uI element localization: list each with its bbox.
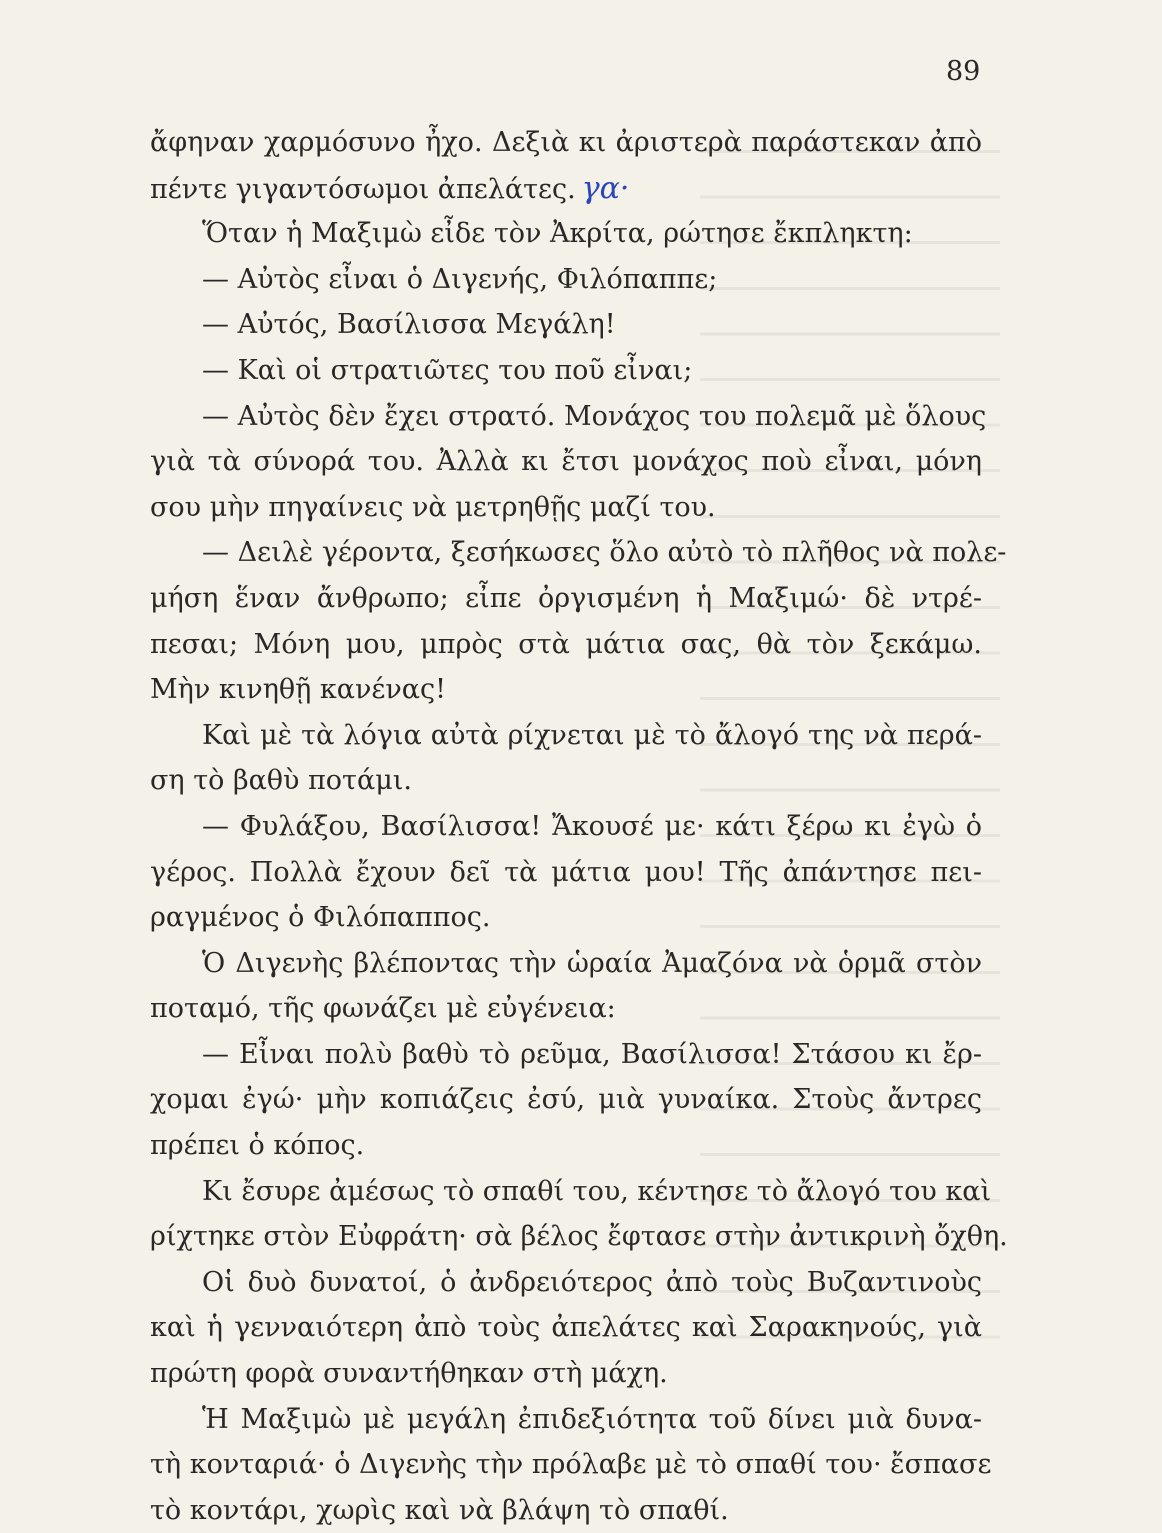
line-text: — Φυλάξου, Βασίλισσα! Ἄκουσέ με· κάτι ξέρω κι ἐγὼ ὁ bbox=[202, 810, 982, 842]
text-line bbox=[150, 120, 982, 166]
body-text bbox=[150, 120, 1008, 1533]
line-text: πέντε γιγαντόσωμοι ἀπελάτες. bbox=[150, 173, 576, 205]
line-text: πρέπει ὁ κόπος. bbox=[150, 1130, 365, 1162]
text-line bbox=[150, 166, 982, 212]
text-line bbox=[150, 257, 982, 303]
text-line bbox=[150, 530, 1007, 576]
line-text: τὸ κοντάρι, χωρὶς καὶ νὰ βλάψη τὸ σπαθί. bbox=[150, 1494, 729, 1526]
text-line bbox=[150, 667, 982, 713]
text-line bbox=[150, 485, 982, 531]
text-line bbox=[150, 348, 982, 394]
line-text: γέρος. Πολλὰ ἔχουν δεῖ τὰ μάτια μου! Τῆς ἀπάντησε πει- bbox=[150, 856, 982, 888]
text-line bbox=[150, 1305, 982, 1351]
line-text: ἄφηναν χαρμόσυνο ἦχο. Δεξιὰ κι ἀριστερὰ παράστεκαν ἀπὸ bbox=[150, 127, 982, 158]
text-line bbox=[150, 1397, 982, 1443]
line-text: Ὅταν ἡ Μαξιμὼ εἶδε τὸν Ἀκρίτα, ρώτησε ἔκπληκτη: bbox=[202, 218, 913, 250]
text-line bbox=[150, 439, 982, 485]
line-text: — Δειλὲ γέροντα, ξεσήκωσες ὅλο αὐτὸ τὸ πλῆθος νὰ πολε- bbox=[202, 537, 1007, 569]
text-line bbox=[150, 211, 982, 257]
text-line bbox=[150, 622, 982, 668]
line-text: ποταμό, τῆς φωνάζει μὲ εὐγένεια: bbox=[150, 993, 616, 1025]
text-line bbox=[150, 758, 982, 804]
text-line bbox=[150, 576, 982, 622]
line-text: πεσαι; Μόνη μου, μπρὸς στὰ μάτια σας, θὰ τὸν ξεκάμω. bbox=[150, 628, 982, 660]
text-line bbox=[150, 941, 982, 987]
text-line bbox=[150, 804, 982, 850]
line-text: Ὁ Διγενὴς βλέποντας τὴν ὡραία Ἀμαζόνα νὰ ὁρμᾶ στὸν bbox=[202, 947, 982, 979]
line-text: γιὰ τὰ σύνορά του. Ἀλλὰ κι ἔτσι μονάχος ποὺ εἶναι, μόνη bbox=[150, 446, 982, 478]
handwritten-annotation: γα· bbox=[581, 170, 630, 206]
text-line bbox=[150, 1260, 982, 1306]
line-text: Ἡ Μαξιμὼ μὲ μεγάλη ἐπιδεξιότητα τοῦ δίνει μιὰ δυνα- bbox=[202, 1403, 982, 1435]
text-line bbox=[150, 1169, 992, 1215]
text-line bbox=[150, 713, 982, 759]
text-line bbox=[150, 986, 982, 1032]
line-text: — Αὐτός, Βασίλισσα Μεγάλη! bbox=[202, 309, 616, 341]
text-line bbox=[150, 1351, 982, 1397]
line-text: Κι ἔσυρε ἀμέσως τὸ σπαθί του, κέντησε τὸ ἄλογό του καὶ bbox=[202, 1175, 992, 1207]
text-line bbox=[150, 1077, 982, 1123]
line-text: ρίχτηκε στὸν Εὐφράτη· σὰ βέλος ἔφτασε στὴν ἀντικρινὴ ὄχθη. bbox=[150, 1221, 1008, 1253]
text-line bbox=[150, 302, 982, 348]
text-line bbox=[150, 1123, 982, 1169]
line-text: καὶ ἡ γενναιότερη ἀπὸ τοὺς ἀπελάτες καὶ Σαρακηνούς, γιὰ bbox=[150, 1312, 982, 1344]
line-text: Οἱ δυὸ δυνατοί, ὁ ἀνδρειότερος ἀπὸ τοὺς Βυζαντινοὺς bbox=[202, 1266, 982, 1298]
page-number: 89 bbox=[946, 56, 981, 87]
text-line bbox=[150, 394, 987, 440]
line-text: — Εἶναι πολὺ βαθὺ τὸ ρεῦμα, Βασίλισσα! Στάσου κι ἔρ- bbox=[202, 1038, 982, 1070]
line-text: ραγμένος ὁ Φιλόπαππος. bbox=[150, 902, 491, 934]
text-line bbox=[150, 1442, 992, 1488]
line-text: χομαι ἐγώ· μὴν κοπιάζεις ἐσύ, μιὰ γυναίκα. Στοὺς ἄντρες bbox=[150, 1084, 982, 1116]
line-text: σου μὴν πηγαίνεις νὰ μετρηθῇς μαζί του. bbox=[150, 491, 716, 523]
line-text: τὴ κονταριά· ὁ Διγενὴς τὴν πρόλαβε μὲ τὸ σπαθί του· ἔσπασε bbox=[150, 1449, 992, 1481]
line-text: — Αὐτὸς δὲν ἔχει στρατό. Μονάχος του πολεμᾶ μὲ ὅλους bbox=[202, 400, 987, 432]
line-text: μήση ἕναν ἄνθρωπο; εἶπε ὀργισμένη ἡ Μαξιμώ· δὲ ντρέ- bbox=[150, 582, 982, 614]
text-line bbox=[150, 895, 982, 941]
text-line bbox=[150, 850, 982, 896]
line-text: Μὴν κινηθῇ κανένας! bbox=[150, 674, 447, 706]
line-text: ση τὸ βαθὺ ποτάμι. bbox=[150, 765, 412, 797]
line-text: — Καὶ οἱ στρατιῶτες του ποῦ εἶναι; bbox=[202, 354, 693, 386]
text-line bbox=[150, 1488, 982, 1533]
line-text: — Αὐτὸς εἶναι ὁ Διγενής, Φιλόπαππε; bbox=[202, 263, 718, 295]
line-text: πρώτη φορὰ συναντήθηκαν στὴ μάχη. bbox=[150, 1358, 668, 1390]
line-text: Καὶ μὲ τὰ λόγια αὐτὰ ρίχνεται μὲ τὸ ἄλογό της νὰ περά- bbox=[202, 719, 982, 751]
text-line bbox=[150, 1214, 1008, 1260]
text-line bbox=[150, 1032, 982, 1078]
